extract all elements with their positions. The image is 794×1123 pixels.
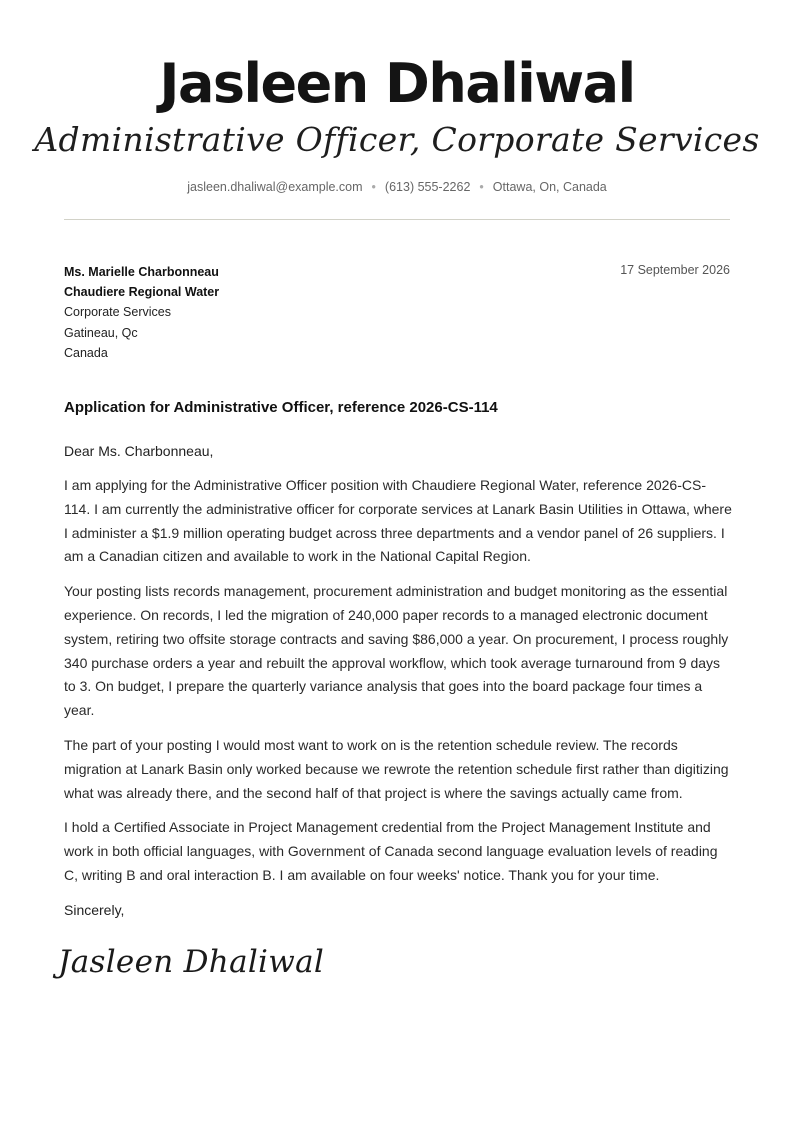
recipient-country: Canada [64, 345, 108, 360]
recipient-city: Gatineau, Qc [64, 325, 138, 340]
recipient-organization: Chaudiere Regional Water [64, 285, 220, 300]
contact-email[interactable]: jasleen.dhaliwal@example.com [187, 180, 363, 194]
contact-separator: • [371, 180, 376, 194]
letter-body [64, 474, 732, 899]
letter-subject: Application for Administrative Officer, reference 2026-CS-114 [64, 399, 498, 416]
recipient-block [64, 262, 219, 363]
letter-salutation: Dear Ms. Charbonneau, [64, 443, 214, 459]
contact-phone[interactable]: (613) 555-2262 [384, 180, 471, 194]
body-paragraph: I hold a Certified Associate in Project Management credential from the Project Management Institute and work in both official languages, with Government of Canada second language evaluation levels of reading C, writing B and oral interaction B. I am available on four weeks' notice. Thank you for your time. [64, 819, 718, 883]
contact-line [0, 178, 794, 196]
body-paragraph: The part of your posting I would most want to work on is the retention schedule review. The records migration at Lanark Basin only worked because we rewrote the retention schedule first rather than digitizing what was already there, and the second half of that project is where the savings actually came from. [64, 736, 729, 801]
contact-separator: • [479, 180, 484, 194]
contact-location: Ottawa, On, Canada [492, 180, 607, 194]
applicant-name: Jasleen Dhaliwal [159, 52, 635, 115]
header-divider [64, 219, 730, 220]
letter-date: 17 September 2026 [620, 263, 730, 277]
applicant-role: Administrative Officer, Corporate Services [34, 120, 760, 159]
body-paragraph: Your posting lists records management, procurement administration and budget monitoring as the essential experience. On records, I led the migration of 240,000 paper records to a managed electronic document system, retiring two offsite storage contracts and saving $86,000 a year. On procurement, I process roughly 340 purchase orders a year and rebuilt the approval workflow, which took average turnaround from 9 days to 3. On budget, I prepare the quarterly variance analysis that goes into the board package four times a year. [64, 583, 729, 719]
recipient-department: Corporate Services [64, 305, 171, 320]
body-paragraph: I am applying for the Administrative Officer position with Chaudiere Regional Water, reference 2026-CS-114. I am currently the administrative officer for corporate services at Lanark Basin Utilities in Ottawa, where I administer a $1.9 million operating budget across three departments and a vendor panel of 26 suppliers. I am a Canadian citizen and available to work in the National Capital Region. [64, 477, 732, 565]
signature: Jasleen Dhaliwal [58, 944, 325, 980]
letter-closing: Sincerely, [64, 902, 125, 918]
recipient-name: Ms. Marielle Charbonneau [64, 265, 219, 279]
